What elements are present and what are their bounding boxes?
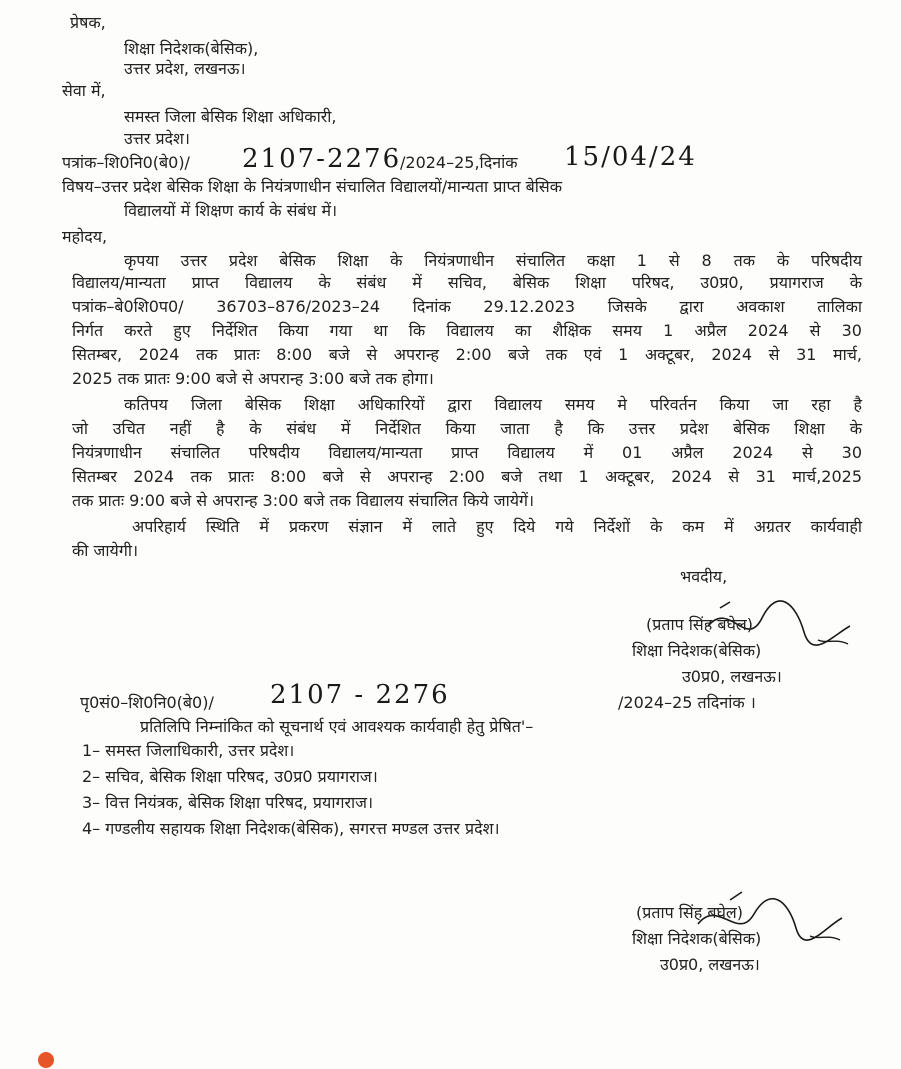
sender-line2: उत्तर प्रदेश, लखनऊ।	[124, 59, 246, 78]
para2-line: सितम्बर 2024 तक प्रातः 8:00 बजे से अपरान्ह 2:00 बजे तथा 1 अक्टूबर, 2024 से 31 मार्च,2025	[72, 467, 862, 486]
para2-line: कतिपय जिला बेसिक शिक्षा अधिकारियों द्वारा विद्यालय समय मे परिवर्तन किया जा रहा है	[124, 395, 862, 414]
ref-date-handwritten: 15/04/24	[564, 142, 697, 172]
copy-list-item: 2– सचिव, बेसिक शिक्षा परिषद, उ0प्र0 प्रयागराज।	[82, 767, 378, 786]
copy-list-item: 1– समस्त जिलाधिकारी, उत्तर प्रदेश।	[82, 741, 295, 760]
sig1-place: उ0प्र0, लखनऊ।	[682, 667, 782, 686]
sender-line1: शिक्षा निदेशक(बेसिक),	[124, 39, 259, 58]
sig2-place: उ0प्र0, लखनऊ।	[660, 955, 760, 974]
ref-number-handwritten: 2107-2276	[242, 144, 402, 174]
copy-list-item: 4– गण्डलीय सहायक शिक्षा निदेशक(बेसिक), सगरत्त मण्डल उत्तर प्रदेश।	[82, 819, 500, 838]
sender-label: प्रेषक,	[70, 13, 106, 32]
para1-line: निर्गत करते हुए निर्देशित किया गया था कि विद्यालय का शैक्षिक समय 1 अप्रैल 2024 से 30	[72, 321, 862, 340]
ref-mid: /2024–25,दिनांक	[400, 153, 518, 172]
para3-line: की जायेगी।	[72, 541, 139, 560]
para1-line: विद्यालय/मान्यता प्राप्त विद्यालय के संबंध में सचिव, बेसिक शिक्षा परिषद, उ0प्र0, प्रयागराज के	[72, 273, 862, 292]
copy-ref-number-handwritten: 2107 - 2276	[270, 680, 450, 710]
salutation: महोदय,	[62, 227, 108, 246]
subject-line1: विषय–उत्तर प्रदेश बेसिक शिक्षा के नियंत्रणाधीन संचालित विद्यालयों/मान्यता प्राप्त बेसिक	[62, 177, 563, 196]
para2-line: नियंत्रणाधीन संचालित परिषदीय विद्यालय/मान्यता प्राप्त विद्यालय में 01 अप्रैल 2024 से 30	[72, 443, 862, 462]
copy-list-item: 3– वित्त नियंत्रक, बेसिक शिक्षा परिषद, प्रयागराज।	[82, 793, 374, 812]
copy-intro: प्रतिलिपि निम्नांकित को सूचनार्थ एवं आवश्यक कार्यवाही हेतु प्रेषित'–	[140, 717, 534, 736]
para1-line: पत्रांक–बे0शि0प0/ 36703–876/2023–24 दिनांक 29.12.2023 जिसके द्वारा अवकाश तालिका	[72, 297, 862, 316]
sig1-name: (प्रताप सिंह बघेल)	[646, 615, 754, 634]
para1-line: कृपया उत्तर प्रदेश बेसिक शिक्षा के नियंत्रणाधीन संचालित कक्षा 1 से 8 तक के परिषदीय	[124, 251, 862, 270]
sig1-designation: शिक्षा निदेशक(बेसिक)	[632, 641, 762, 660]
ref-prefix: पत्रांक–शि0नि0(बे0)/	[62, 153, 190, 172]
sig2-name: (प्रताप सिंह बघेल)	[636, 903, 744, 922]
to-line2: उत्तर प्रदेश।	[124, 129, 190, 148]
para2-line: तक प्रातः 9:00 बजे से अपरान्ह 3:00 बजे तक विद्यालय संचालित किये जायेगें।	[72, 491, 535, 510]
para1-line: सितम्बर, 2024 तक प्रातः 8:00 बजे से अपरान्ह 2:00 बजे तक एवं 1 अक्टूबर, 2024 से 31 मार्च,	[72, 345, 862, 364]
to-line1: समस्त जिला बेसिक शिक्षा अधिकारी,	[124, 107, 337, 126]
sig2-designation: शिक्षा निदेशक(बेसिक)	[632, 929, 762, 948]
para3-line: अपरिहार्य स्थिति में प्रकरण संज्ञान में लाते हुए दिये गये निर्देशों के कम में अग्रतर कार्यवाही	[132, 517, 862, 536]
copy-ref-suffix: /2024–25 तदिनांक ।	[618, 693, 756, 712]
copy-ref-prefix: पृ0सं0–शि0नि0(बे0)/	[80, 693, 214, 712]
para2-line: जो उचित नहीं है के संबंध में निर्देशित किया जाता है कि उत्तर प्रदेश बेसिक शिक्षा के	[72, 419, 862, 438]
para1-line: 2025 तक प्रातः 9:00 बजे से अपरान्ह 3:00 बजे तक होगा।	[72, 369, 434, 388]
to-label: सेवा में,	[62, 81, 106, 100]
closing: भवदीय,	[680, 567, 728, 586]
orange-dot	[38, 1052, 54, 1068]
subject-line2: विद्यालयों में शिक्षण कार्य के संबंध में।	[124, 201, 338, 220]
